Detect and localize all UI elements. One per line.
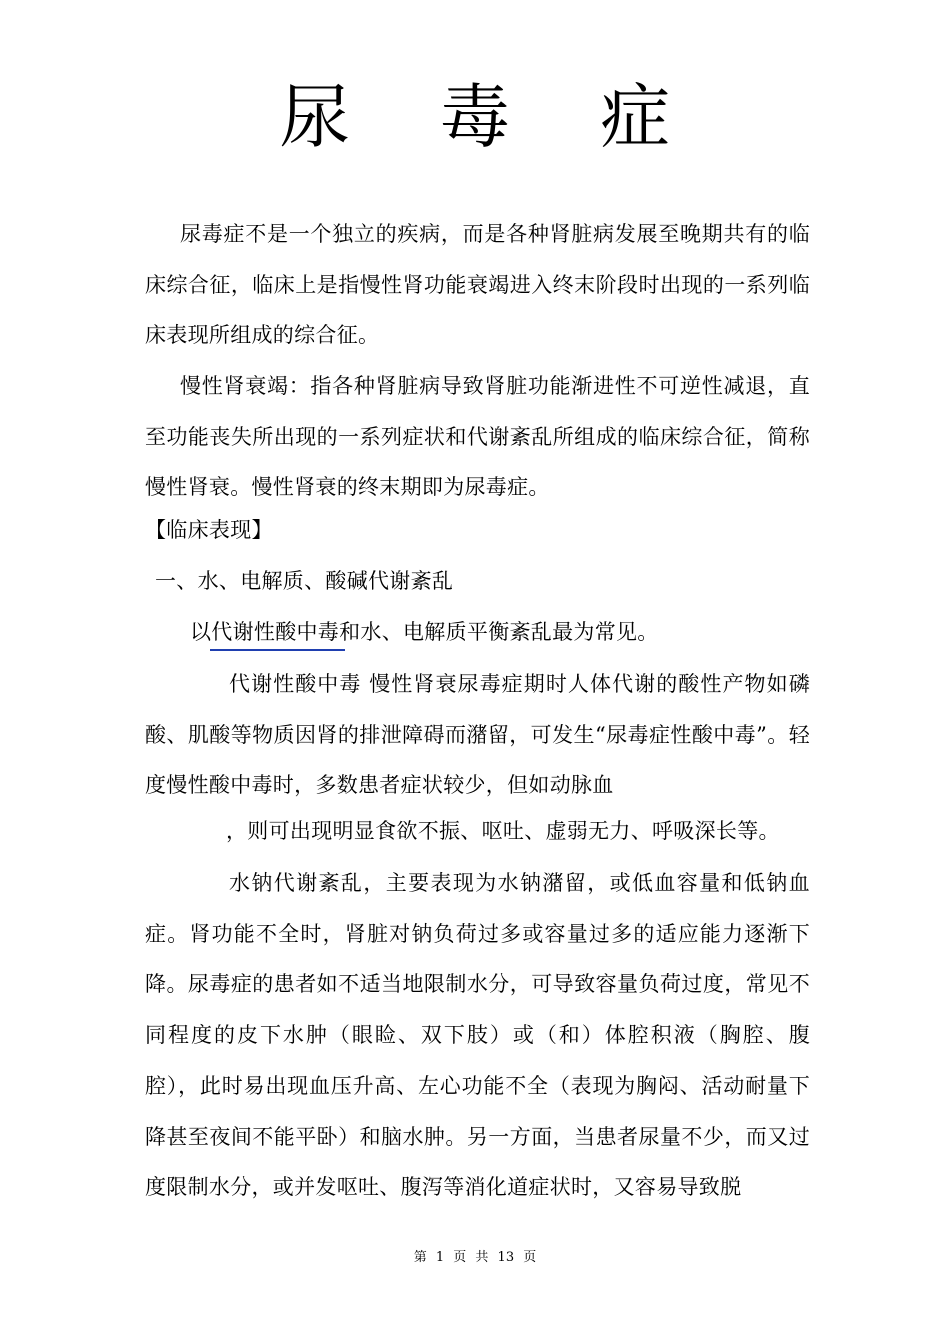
acidosis-continued: ，则可出现明显食欲不振、呕吐、虚弱无力、呼吸深长等。 <box>226 819 780 843</box>
sodium-paragraph <box>145 858 810 1213</box>
subsection-heading: 一、水、电解质、酸碱代谢紊乱 <box>155 569 454 593</box>
intro-paragraph-text: 尿毒症不是一个独立的疾病，而是各种肾脏病发展至晚期共有的临床综合征，临床上是指慢性肾功能衰竭进入终末阶段时出现的一系列临床表现所组成的综合征。 <box>145 222 810 348</box>
page-footer: 第 1 页 共 13 页 <box>413 1250 537 1265</box>
sodium-paragraph-text: 水钠代谢紊乱，主要表现为水钠潴留，或低血容量和低钠血症。肾功能不全时，肾脏对钠负荷过多或容量过多的适应能力逐渐下降。尿毒症的患者如不适当地限制水分，可导致容量负荷过度，常见不同程度的皮下水肿（眼睑、双下肢）或（和）体腔积液（胸腔、腹腔），此时易出现血压升高、左心功能不全（表现为胸闷、活动耐量下降甚至夜间不能平卧）和脑水肿。另一方面，当患者尿量不少，而又过度限制水分，或并发呕吐、腹泻等消化道症状时，又容易导致脱 <box>145 871 810 1200</box>
acidosis-paragraph <box>145 659 810 811</box>
section-heading: 【临床表现】 <box>145 518 273 542</box>
underline-mark <box>210 649 345 651</box>
ckd-paragraph <box>145 361 810 513</box>
common-sentence: 以代谢性酸中毒和水、电解质平衡紊乱最为常见。 <box>190 620 659 644</box>
intro-paragraph <box>145 209 810 361</box>
acidosis-paragraph-text: 代谢性酸中毒 慢性肾衰尿毒症期时人体代谢的酸性产物如磷酸、肌酸等物质因肾的排泄障碍而潴留，可发生“尿毒症性酸中毒”。轻度慢性酸中毒时，多数患者症状较少，但如动脉血 <box>145 672 810 798</box>
ckd-paragraph-text: 慢性肾衰竭：指各种肾脏病导致肾脏功能渐进性不可逆性减退，直至功能丧失所出现的一系列症状和代谢紊乱所组成的临床综合征，简称慢性肾衰。慢性肾衰的终末期即为尿毒症。 <box>145 374 810 500</box>
document-title: 尿 毒 症 <box>279 76 705 158</box>
